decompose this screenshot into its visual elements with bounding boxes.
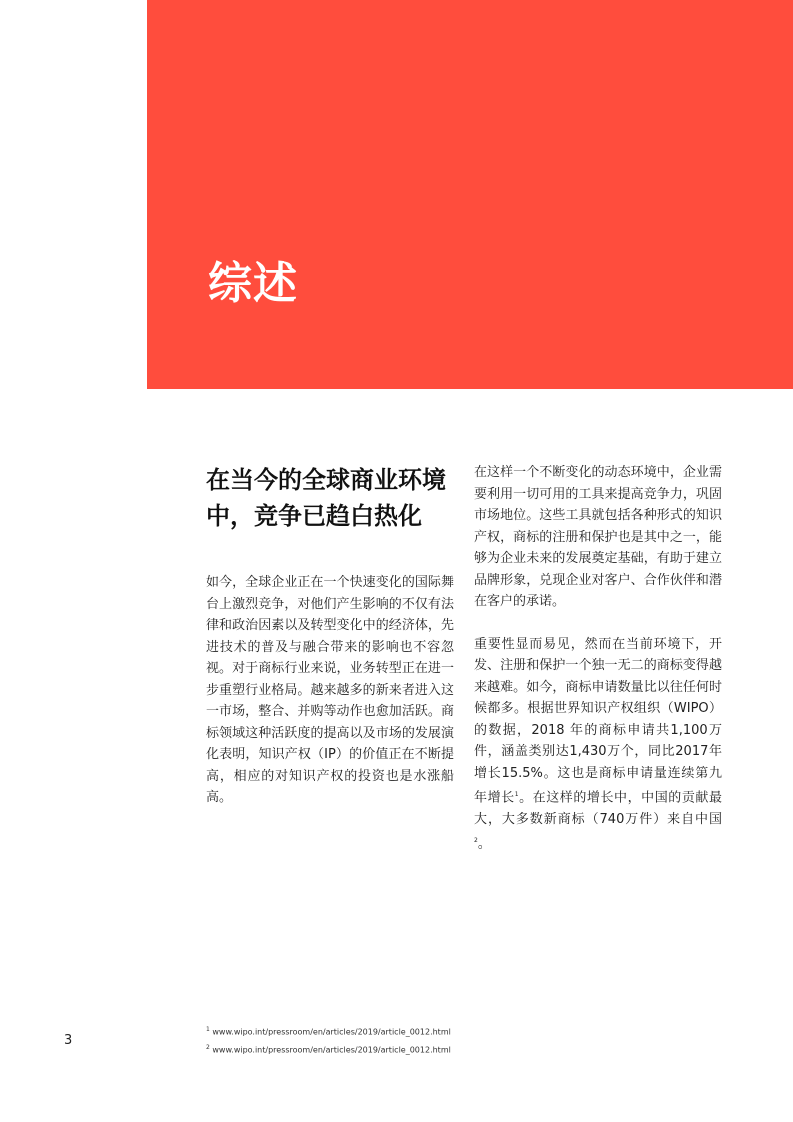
footnote-ref[interactable]: 1: [514, 791, 519, 798]
section-title: 综述: [208, 258, 298, 309]
paragraph-text: 。在这样的增长中，中国的贡献最大，大多数新商标（740万件）来自中国: [474, 790, 722, 827]
headline: 在当今的全球商业环境中，竞争已趋白热化: [206, 466, 446, 530]
page-number: 3: [64, 1033, 73, 1048]
footnote-link[interactable]: www.wipo.int/pressroom/en/articles/2019/article_0012.html: [212, 1045, 451, 1055]
body-paragraph-1: 在这样一个不断变化的动态环境中，企业需要利用一切可用的工具来提高竞争力，巩固市场地位。这些工具就包括各种形式的知识产权，商标的注册和保护也是其中之一，能够为企业未来的发展奠定基础，有助于建立品牌形象，兑现企业对客户、合作伙伴和潜在客户的承诺。: [474, 465, 722, 609]
footnote: [206, 1022, 606, 1040]
paragraph-text: 重要性显而易见，然而在当前环境下，开发、注册和保护一个独一无二的商标变得越来越难。如今，商标申请数量比以往任何时候都多。根据世界知识产权组织（WIPO）的数据，2018 年的商标申请共1,100万件，涵盖类别达1,430万个，同比2017年增长15.5%。这也是商标申请量连续第九年增长: [474, 636, 722, 806]
body-paragraph-2: [474, 634, 722, 856]
paragraph-text: 。: [477, 836, 491, 852]
footnote-link[interactable]: www.wipo.int/pressroom/en/articles/2019/article_0012.html: [212, 1027, 451, 1037]
footnote: [206, 1040, 606, 1058]
footnotes: [206, 1022, 606, 1057]
left-column: [206, 462, 454, 809]
footnote-number: 2: [206, 1043, 210, 1051]
hero-banner: [147, 0, 793, 389]
footnote-ref[interactable]: 2: [474, 837, 478, 845]
right-column: [474, 462, 722, 855]
intro-paragraph: 如今，全球企业正在一个快速变化的国际舞台上激烈竞争，对他们产生影响的不仅有法律和政治因素以及转型变化中的经济体，先进技术的普及与融合带来的影响也不容忽视。对于商标行业来说，业务转型正在进一步重塑行业格局。越来越多的新来者进入这一市场，整合、并购等动作也愈加活跃。商标领域这种活跃度的提高以及市场的发展演化表明，知识产权（IP）的价值正在不断提高，相应的对知识产权的投资也是水涨船高。: [206, 575, 454, 805]
footnote-number: 1: [206, 1026, 210, 1033]
